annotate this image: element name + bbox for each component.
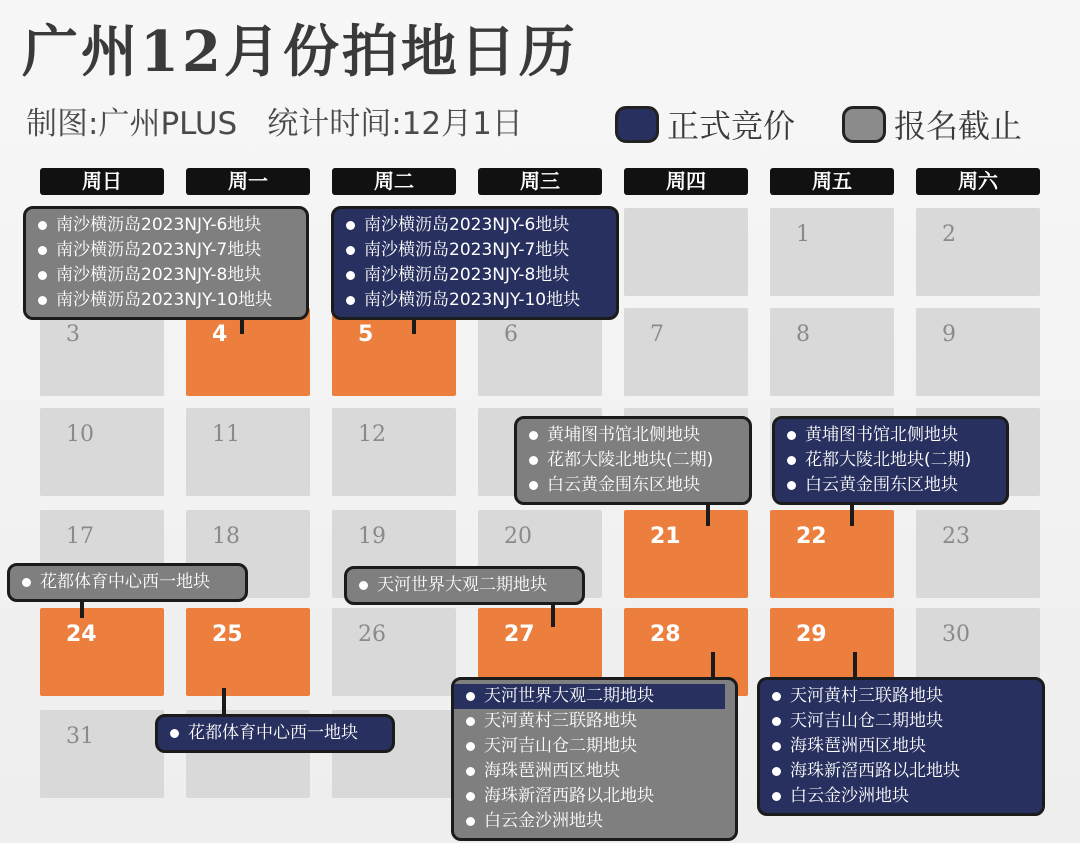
day-number: 26	[358, 622, 386, 647]
day-number: 25	[212, 622, 243, 647]
land-item: 南沙横沥岛2023NJY-7地块	[36, 238, 296, 263]
day-number: 24	[66, 622, 97, 647]
day-cell	[770, 308, 894, 396]
land-item: 海珠琶洲西区地块	[464, 759, 725, 784]
page-title: 广州12月份拍地日历	[22, 19, 578, 85]
day-cell	[186, 408, 310, 496]
land-item: 白云金沙洲地块	[770, 784, 1032, 809]
day-cell	[916, 208, 1040, 296]
land-item: 南沙横沥岛2023NJY-7地块	[344, 238, 606, 263]
day-number: 1	[796, 222, 810, 247]
day-number: 19	[358, 524, 386, 549]
day-number: 31	[66, 724, 94, 749]
land-item: 天河吉山仓二期地块	[770, 709, 1032, 734]
day-number: 28	[650, 622, 681, 647]
land-item: 南沙横沥岛2023NJY-10地块	[36, 288, 296, 313]
day-cell	[332, 608, 456, 696]
day-number: 7	[650, 322, 664, 347]
weekday-thu: 周四	[624, 168, 748, 195]
day-cell	[624, 208, 748, 296]
stat-time-label: 统计时间:12月1日	[267, 106, 523, 142]
day-cell-highlighted	[186, 608, 310, 696]
callout-dec27-deadline	[344, 566, 585, 605]
subtitle	[26, 102, 523, 146]
day-number: 29	[796, 622, 827, 647]
day-number: 22	[796, 524, 827, 549]
day-cell	[770, 208, 894, 296]
day-cell	[478, 308, 602, 396]
day-number: 4	[212, 322, 228, 347]
callout-pointer	[711, 652, 715, 680]
land-item: 南沙横沥岛2023NJY-8地块	[36, 263, 296, 288]
land-item: 天河黄村三联路地块	[464, 709, 725, 734]
day-number: 12	[358, 422, 386, 447]
land-item: 黄埔图书馆北侧地块	[527, 423, 739, 448]
land-item: 南沙横沥岛2023NJY-6地块	[344, 213, 606, 238]
land-item: 南沙横沥岛2023NJY-10地块	[344, 288, 606, 313]
day-number: 18	[212, 524, 240, 549]
legend-swatch-blue	[615, 106, 659, 143]
weekday-mon: 周一	[186, 168, 310, 195]
legend-deadline	[842, 102, 1022, 146]
day-number: 20	[504, 524, 532, 549]
land-item: 南沙横沥岛2023NJY-8地块	[344, 263, 606, 288]
callout-pointer	[222, 688, 226, 716]
land-item: 花都大陵北地块(二期)	[527, 448, 739, 473]
day-number: 27	[504, 622, 535, 647]
land-item-highlighted: 天河世界大观二期地块	[454, 684, 725, 709]
legend-formal-bidding	[615, 102, 795, 146]
callout-pointer	[551, 603, 555, 627]
land-item: 白云黄金围东区地块	[785, 473, 996, 498]
land-item: 白云黄金围东区地块	[527, 473, 739, 498]
land-item: 天河黄村三联路地块	[770, 684, 1032, 709]
day-number: 10	[66, 422, 94, 447]
weekday-sun: 周日	[40, 168, 164, 195]
land-item: 白云金沙洲地块	[464, 809, 725, 834]
legend-label: 正式竞价	[667, 107, 796, 145]
callout-dec4-deadline	[23, 206, 309, 320]
legend-label: 报名截止	[894, 107, 1023, 145]
day-cell	[40, 710, 164, 798]
author-label: 制图:广州PLUS	[26, 106, 238, 142]
day-cell-highlighted	[624, 510, 748, 598]
weekday-fri: 周五	[770, 168, 894, 195]
callout-dec25-bidding	[155, 714, 395, 753]
callout-dec28-deadline	[451, 677, 738, 841]
land-item: 海珠新滘西路以北地块	[464, 784, 725, 809]
callout-dec21-deadline	[514, 416, 752, 505]
callout-dec5-bidding	[331, 206, 619, 320]
callout-pointer	[80, 600, 84, 618]
land-item: 花都体育中心西一地块	[168, 721, 382, 746]
day-number: 6	[504, 322, 518, 347]
day-number: 17	[66, 524, 94, 549]
callout-dec22-bidding	[772, 416, 1009, 505]
day-cell	[332, 408, 456, 496]
day-cell	[40, 308, 164, 396]
day-cell	[916, 308, 1040, 396]
day-cell-highlighted	[332, 308, 456, 396]
land-item: 天河吉山仓二期地块	[464, 734, 725, 759]
land-item: 南沙横沥岛2023NJY-6地块	[36, 213, 296, 238]
land-item: 花都大陵北地块(二期)	[785, 448, 996, 473]
day-number: 11	[212, 422, 240, 447]
day-cell	[624, 308, 748, 396]
weekday-wed: 周三	[478, 168, 602, 195]
land-item: 海珠新滘西路以北地块	[770, 759, 1032, 784]
callout-pointer	[706, 502, 710, 526]
day-cell-highlighted	[40, 608, 164, 696]
callout-dec29-bidding	[757, 677, 1045, 816]
day-number: 8	[796, 322, 810, 347]
callout-pointer	[853, 652, 857, 680]
day-number: 30	[942, 622, 970, 647]
land-item: 黄埔图书馆北侧地块	[785, 423, 996, 448]
weekday-sat: 周六	[916, 168, 1040, 195]
day-cell	[40, 408, 164, 496]
day-cell-highlighted	[186, 308, 310, 396]
day-number: 23	[942, 524, 970, 549]
day-number: 21	[650, 524, 681, 549]
callout-dec24-deadline	[7, 563, 248, 602]
land-item: 天河世界大观二期地块	[357, 573, 572, 598]
day-cell	[916, 510, 1040, 598]
legend-swatch-gray	[842, 106, 886, 143]
day-number: 5	[358, 322, 374, 347]
callout-pointer	[850, 502, 854, 526]
day-cell-highlighted	[770, 510, 894, 598]
day-number: 9	[942, 322, 956, 347]
day-number: 2	[942, 222, 956, 247]
land-item: 海珠琶洲西区地块	[770, 734, 1032, 759]
land-item: 花都体育中心西一地块	[20, 570, 235, 595]
weekday-tue: 周二	[332, 168, 456, 195]
day-number: 3	[66, 322, 80, 347]
